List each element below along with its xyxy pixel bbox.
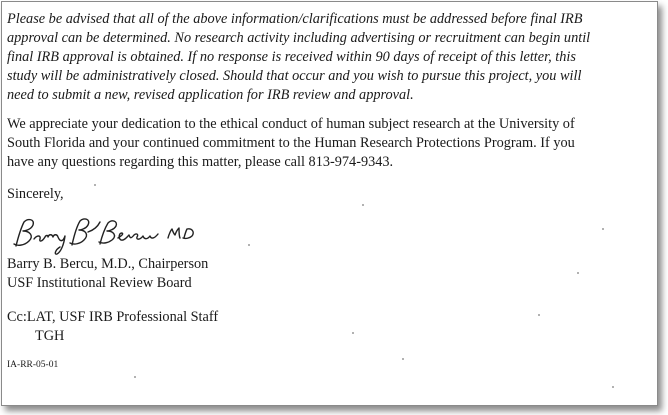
scan-speck xyxy=(538,314,540,316)
scan-speck xyxy=(134,376,136,378)
scan-speck xyxy=(402,358,404,360)
appreciation-paragraph xyxy=(7,115,647,172)
scan-speck xyxy=(94,184,96,186)
advisory-paragraph xyxy=(7,10,647,105)
scan-speck xyxy=(602,228,604,230)
handwritten-signature xyxy=(8,212,198,256)
scan-speck xyxy=(577,272,579,274)
advisory-line: need to submit a new, revised application for IRB review and approval. xyxy=(7,87,414,103)
form-id: IA-RR-05-01 xyxy=(7,360,59,370)
advisory-line: study will be administratively closed. Should that occur and you wish to pursue this project, you will xyxy=(7,68,582,84)
letter-page xyxy=(1,1,658,406)
cc-line: TGH xyxy=(35,328,65,344)
advisory-line: final IRB approval is obtained. If no response is received within 90 days of receipt of this letter, this xyxy=(7,49,576,65)
scan-speck xyxy=(612,386,614,388)
appreciation-line: have any questions regarding this matter, please call 813-974-9343. xyxy=(7,154,394,170)
signer-board: USF Institutional Review Board xyxy=(7,275,192,291)
scan-speck xyxy=(352,332,354,334)
cc-line: Cc:LAT, USF IRB Professional Staff xyxy=(7,309,219,325)
advisory-line: approval can be determined. No research activity including advertising or recruitment can begin until xyxy=(7,30,591,46)
advisory-line: Please be advised that all of the above information/clarifications must be addressed before final IRB xyxy=(7,11,583,27)
scan-speck xyxy=(248,244,250,246)
scan-speck xyxy=(362,204,364,206)
closing-salutation: Sincerely, xyxy=(7,186,64,202)
appreciation-line: We appreciate your dedication to the ethical conduct of human subject research at the University of xyxy=(7,116,575,132)
appreciation-line: South Florida and your continued commitment to the Human Research Protections Program. If you xyxy=(7,135,575,151)
signer-name: Barry B. Bercu, M.D., Chairperson xyxy=(7,256,209,272)
